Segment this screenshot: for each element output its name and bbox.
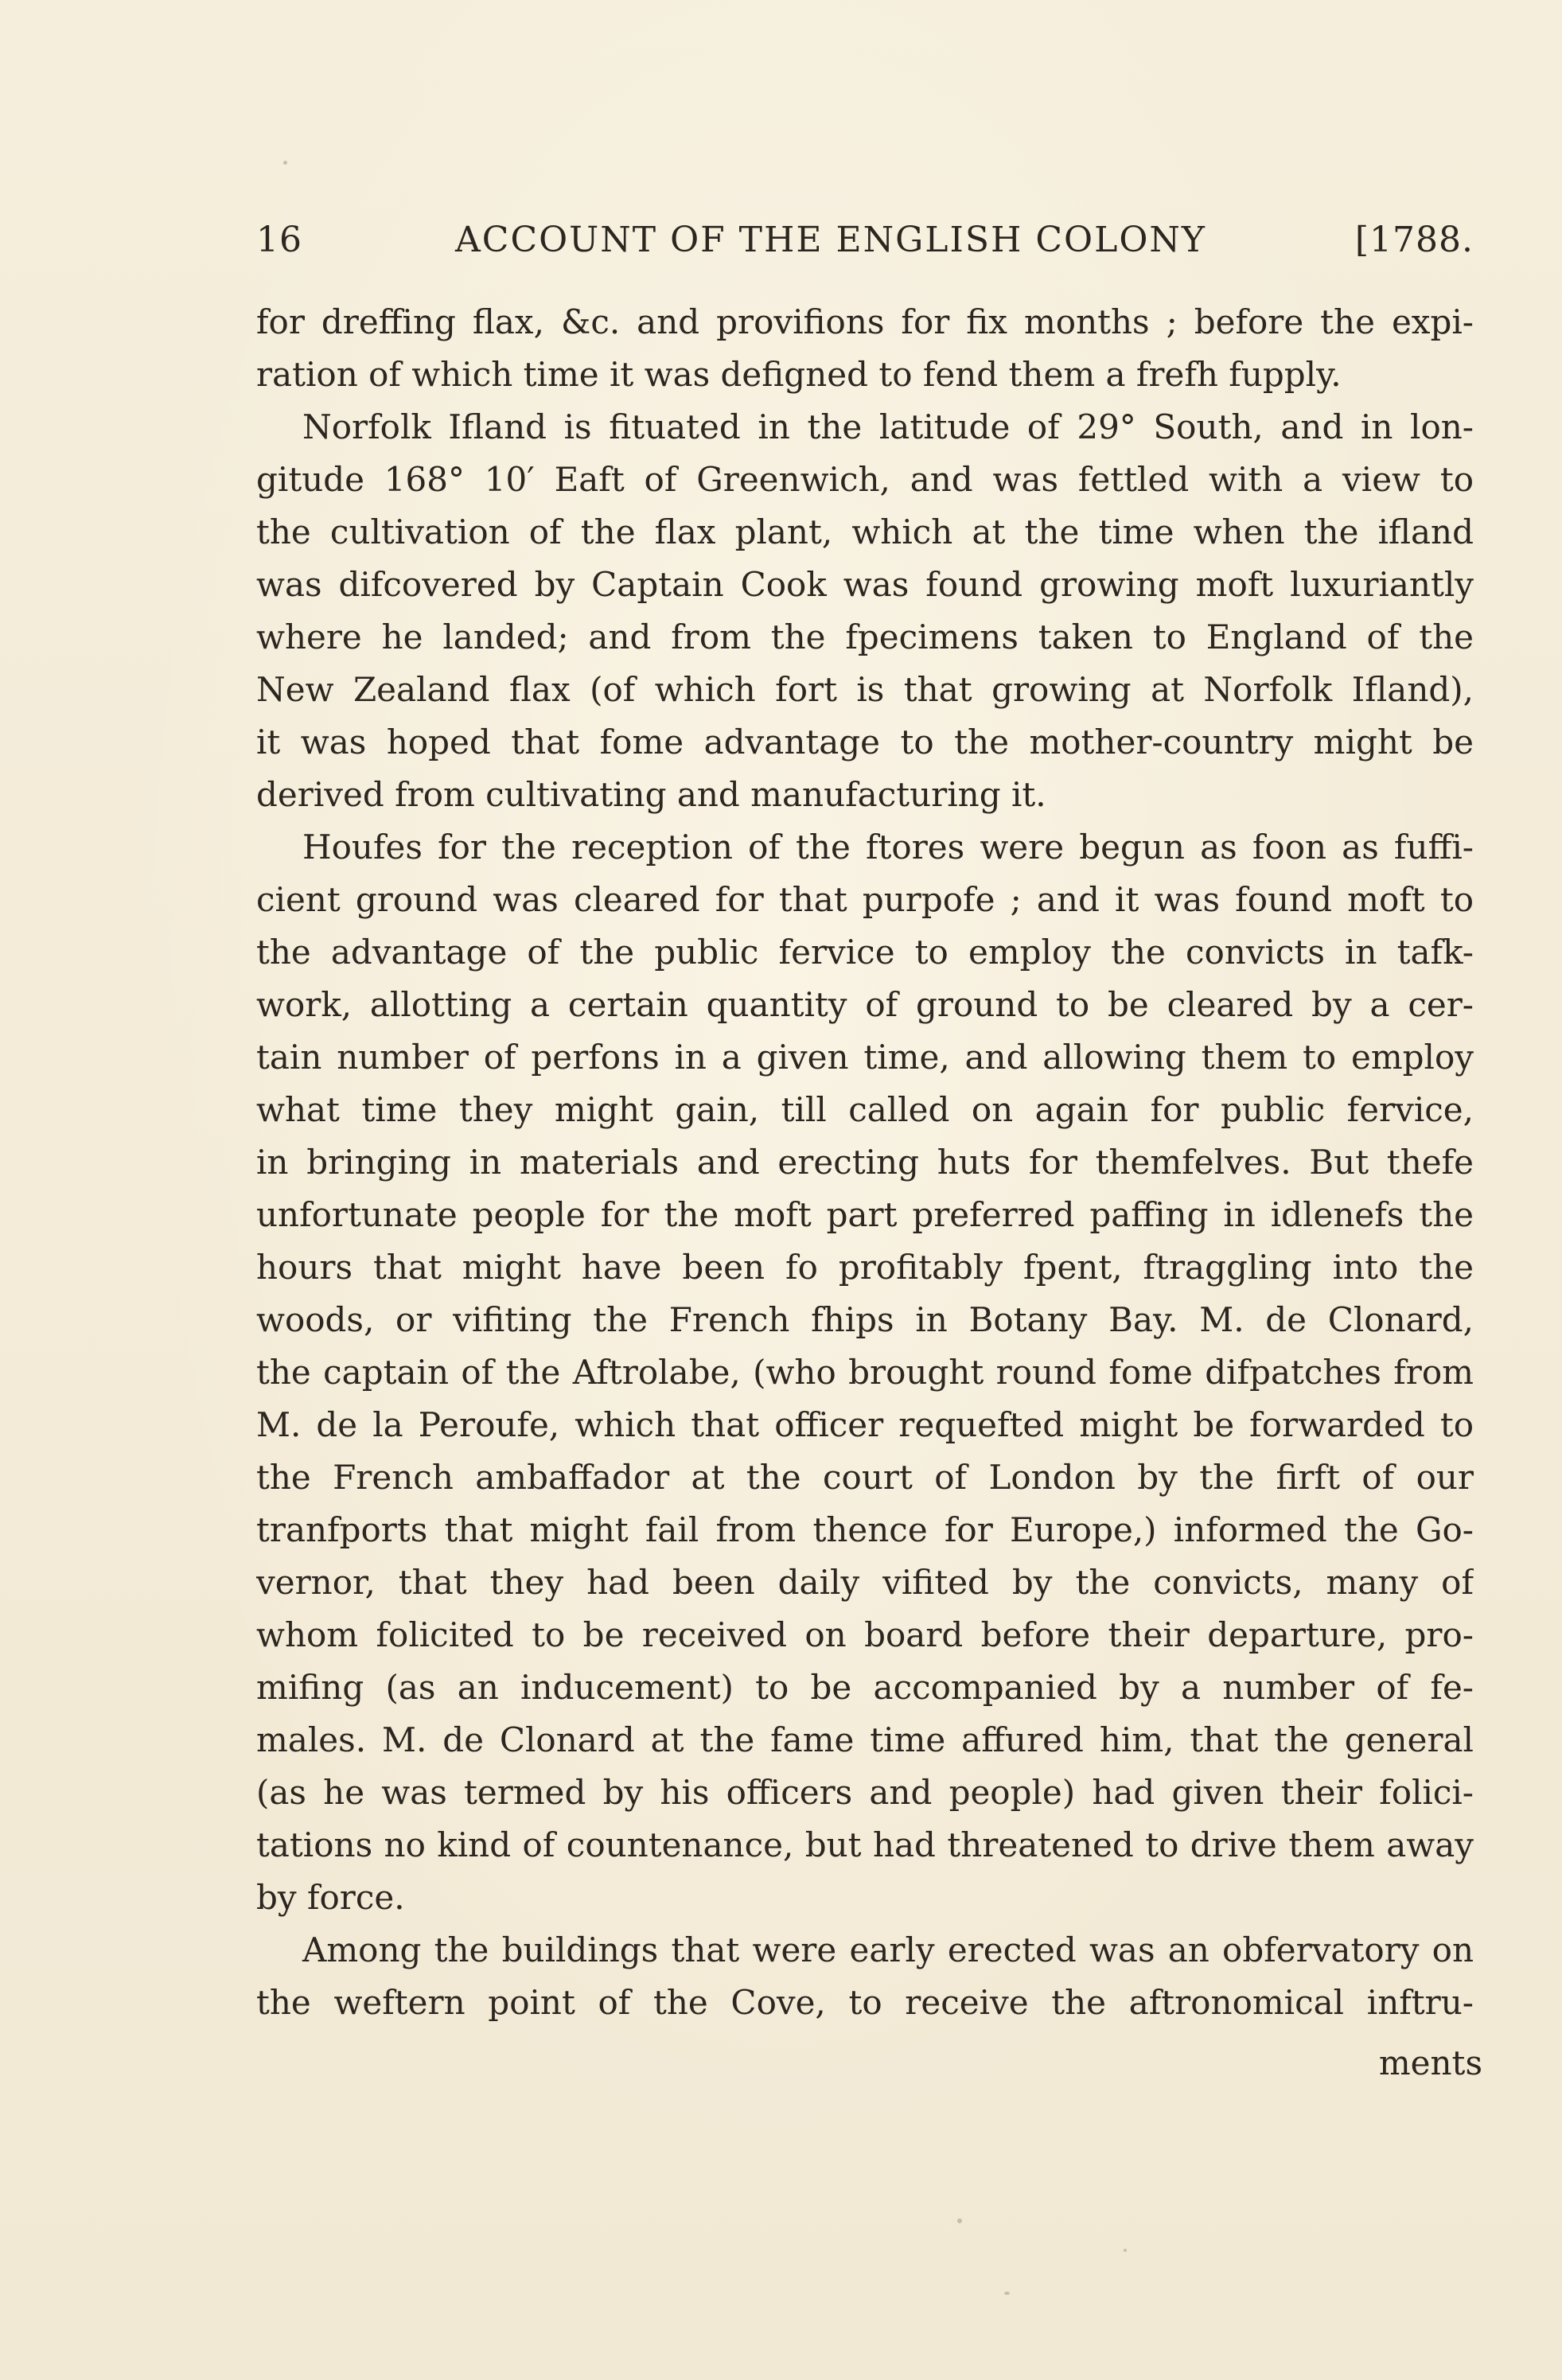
text-line: Norfolk Ifland is fituated in the latitude of 29° South, and in lon- [302, 407, 1474, 446]
header-year: [1788. [1354, 220, 1474, 260]
text-line: where he landed; and from the fpecimens taken to England of the [256, 617, 1474, 656]
paper-speck [1004, 2292, 1010, 2295]
text-line: unfortunate people for the moft part preferred paffing in idlenefs the [256, 1195, 1474, 1234]
text-line: woods, or vifiting the French fhips in Botany Bay. M. de Clonard, [256, 1300, 1474, 1339]
text-line: ration of which time it was defigned to fend them a frefh fupply. [256, 355, 1342, 394]
text-line: was difcovered by Captain Cook was found growing moft luxuriantly [256, 565, 1474, 604]
text-line: work, allotting a certain quantity of ground to be cleared by a cer- [256, 985, 1474, 1024]
text-line: tain number of perfons in a given time, and allowing them to employ [256, 1038, 1474, 1077]
page-number: 16 [256, 220, 302, 260]
text-line: for dreffing flax, &c. and provifions for fix months ; before the expi- [256, 302, 1474, 341]
text-line: tranfports that might fail from thence for Europe,) informed the Go- [256, 1510, 1474, 1549]
paper-speck [283, 161, 287, 165]
text-line: Among the buildings that were early erected was an obfervatory on [302, 1930, 1474, 1969]
text-line: the captain of the Aftrolabe, (who brought round fome difpatches from [256, 1353, 1474, 1392]
paper-speck [1124, 2249, 1127, 2252]
text-line: by force. [256, 1878, 405, 1917]
text-line: the weftern point of the Cove, to receive the aftronomical inftru- [256, 1983, 1474, 2022]
catchword: ments [1378, 2043, 1482, 2082]
text-line: in bringing in materials and erecting huts for themfelves. But thefe [256, 1143, 1474, 1182]
text-line: the French ambaffador at the court of London by the firft of our [256, 1458, 1474, 1497]
text-line: (as he was termed by his officers and people) had given their folici- [256, 1773, 1474, 1812]
text-line: what time they might gain, till called on again for public fervice, [256, 1090, 1474, 1129]
page-header [256, 220, 1474, 275]
text-line: males. M. de Clonard at the fame time affured him, that the general [256, 1720, 1474, 1759]
text-line: New Zealand flax (of which fort is that growing at Norfolk Ifland), [256, 670, 1474, 709]
paper-speck [957, 2218, 962, 2223]
text-line: M. de la Peroufe, which that officer requefted might be forwarded to [256, 1405, 1474, 1444]
text-line: tations no kind of countenance, but had threatened to drive them away [256, 1825, 1474, 1864]
text-line: gitude 168° 10′ Eaft of Greenwich, and was fettled with a view to [256, 460, 1474, 499]
text-line: the cultivation of the flax plant, which at the time when the ifland [256, 512, 1474, 551]
body-text [256, 296, 1474, 2029]
text-line: hours that might have been fo profitably fpent, ftraggling into the [256, 1248, 1474, 1287]
running-title: ACCOUNT OF THE ENGLISH COLONY [455, 220, 1206, 260]
text-line: cient ground was cleared for that purpofe ; and it was found moft to [256, 880, 1474, 919]
text-line: mifing (as an inducement) to be accompanied by a number of fe- [256, 1668, 1474, 1707]
text-line: the advantage of the public fervice to employ the convicts in tafk- [256, 933, 1474, 972]
text-line: derived from cultivating and manufacturing it. [256, 775, 1046, 814]
text-line: Houfes for the reception of the ftores were begun as foon as fuffi- [302, 828, 1474, 867]
text-line: it was hoped that fome advantage to the mother-country might be [256, 723, 1474, 762]
text-line: vernor, that they had been daily vifited by the convicts, many of [256, 1563, 1474, 1602]
text-line: whom folicited to be received on board before their departure, pro- [256, 1615, 1474, 1654]
